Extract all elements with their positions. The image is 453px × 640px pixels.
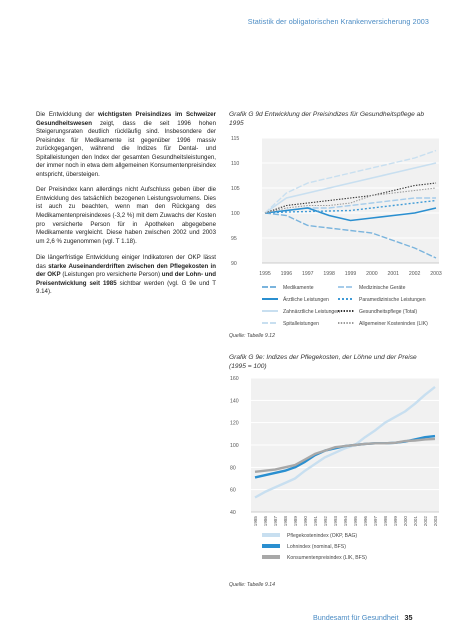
x-tick-label: 2003 — [432, 516, 438, 527]
legend-label: Pflegekostenindex (OKP, BAG) — [287, 533, 358, 539]
x-tick-label: 1999 — [344, 271, 357, 277]
x-tick-label: 1993 — [332, 516, 338, 527]
text-run: Der Preisindex kann allerdings nicht Aufschluss geben über die Entwicklung des tatsächlich bezogenen Leistungsvolumens. Dies ist auch zu beachten, wenn man den Rückgang des Medikamentenpreisindexes (-3,2 %) mit dem Zuwachs der Kosten pro versicherte Person für in Apotheken abgegebene Medikamente vergleicht. Diese haben zwischen 2002 und 2003 um 2,6 % zugenommen (vgl. T 1.18). — [36, 186, 216, 245]
legend-swatch — [262, 544, 280, 548]
y-tick-label: 140 — [230, 398, 239, 405]
figure2-source: Quelle: Tabelle 9.14 — [229, 582, 275, 588]
y-tick-label: 60 — [230, 487, 236, 494]
legend-label: Spitalleistungen — [283, 321, 319, 327]
figure1-chart — [229, 132, 451, 327]
x-tick-label: 1997 — [372, 516, 378, 527]
paragraph-3 — [36, 254, 216, 297]
paragraph-2 — [36, 186, 216, 246]
paragraph-1 — [36, 111, 216, 179]
x-tick-label: 2001 — [412, 516, 418, 527]
x-tick-label: 1996 — [280, 271, 293, 277]
x-tick-label: 1991 — [312, 516, 318, 527]
legend-swatch — [262, 533, 280, 537]
text-run: Die längerfristige Entwicklung einiger Indikatoren der OKP lässt das — [36, 254, 216, 270]
running-header: Statistik der obligatorischen Krankenversicherung 2003 — [247, 17, 429, 26]
text-run: Die Entwicklung der — [36, 111, 99, 118]
figure2-chart — [229, 374, 451, 580]
text-run: zeigt, dass die seit 1996 hohen Steigerungsraten deutlich rückläufig sind. Insbesondere der Preisindex für Medikamente ist gegenüber 1996 massiv zurückgegangen, während die Indizes für Dental- und Spitalleistungen den Index der gesamten Gesundheitsleistungen, der immer noch in etwa dem allgemeinen Konsumentenpreisindex entspricht, übersteigen. — [36, 119, 216, 178]
x-tick-label: 2002 — [408, 271, 421, 277]
y-tick-label: 80 — [230, 465, 236, 472]
y-tick-label: 110 — [231, 161, 240, 167]
x-tick-label: 1995 — [259, 271, 271, 277]
legend-label: Medikamente — [283, 285, 314, 291]
text-run: sichtbar werden (vgl. G 9e und T 9.14). — [36, 279, 216, 296]
legend-label: Gesundheitspflege (Total) — [359, 309, 418, 315]
footer-publisher: Bundesamt für Gesundheit — [313, 613, 399, 622]
legend-label: Lohnindex (nominal, BFS) — [287, 544, 346, 550]
legend-label: Konsumentenpreisindex (LIK, BFS) — [287, 555, 367, 561]
y-tick-label: 100 — [231, 211, 240, 217]
legend-label: Medizinische Geräte — [359, 285, 406, 291]
legend-label: Ärztliche Leistungen — [283, 297, 329, 303]
y-tick-label: 105 — [231, 186, 240, 192]
legend-swatch — [262, 555, 280, 559]
legend-label: Paramedizinische Leistungen — [359, 297, 426, 303]
y-tick-label: 40 — [230, 510, 236, 516]
legend-label: Allgemeiner Kostenindex (LIK) — [359, 321, 428, 327]
x-tick-label: 1988 — [282, 516, 288, 527]
x-tick-label: 2000 — [402, 516, 408, 527]
x-tick-label: 1994 — [342, 516, 348, 527]
x-tick-label: 1989 — [292, 516, 298, 527]
page-footer — [313, 613, 413, 622]
y-tick-label: 160 — [230, 376, 239, 382]
y-tick-label: 115 — [231, 136, 240, 142]
y-tick-label: 90 — [231, 261, 237, 267]
x-tick-label: 1985 — [252, 516, 258, 527]
y-tick-label: 120 — [230, 420, 239, 427]
bold-text-run: und der Lohn- und Preisentwicklung seit 1985 — [36, 271, 216, 287]
x-tick-label: 1997 — [301, 271, 314, 277]
x-tick-label: 2000 — [366, 271, 378, 277]
x-tick-label: 1995 — [352, 516, 358, 527]
figure1-title: Grafik G 9d Entwicklung der Preisindizes für Gesundheitspflege ab 1995 — [229, 111, 424, 127]
body-text-column — [36, 111, 216, 304]
y-tick-label: 95 — [231, 236, 237, 242]
x-tick-label: 1987 — [272, 516, 278, 527]
plot-area — [262, 138, 439, 263]
x-tick-label: 1999 — [392, 516, 398, 527]
page-number: 35 — [404, 613, 413, 622]
figure2-title: Grafik G 9e: Indizes der Pflegekosten, der Löhne und der Preise (1995 = 100) — [229, 354, 417, 370]
legend-label: Zahnärztliche Leistungen — [283, 309, 340, 315]
text-run: (Leistungen pro versicherte Person) — [60, 271, 162, 279]
x-tick-label: 1990 — [302, 516, 308, 527]
y-tick-label: 100 — [230, 443, 239, 449]
x-tick-label: 2001 — [387, 271, 400, 277]
x-tick-label: 1992 — [322, 516, 328, 527]
x-tick-label: 1986 — [262, 516, 268, 527]
x-tick-label: 2003 — [430, 271, 442, 277]
x-tick-label: 1998 — [382, 516, 388, 527]
figure1-source: Quelle: Tabelle 9.12 — [229, 333, 275, 339]
x-tick-label: 1996 — [362, 516, 368, 527]
x-tick-label: 2002 — [422, 516, 428, 527]
x-tick-label: 1998 — [323, 271, 335, 277]
bold-text-run: starke Auseinanderdriften zwischen den Pflegekosten in der OKP — [36, 262, 217, 279]
bold-text-run: wichtigsten Preisindizes im Schweizer Gesundheitswesen — [36, 111, 216, 127]
